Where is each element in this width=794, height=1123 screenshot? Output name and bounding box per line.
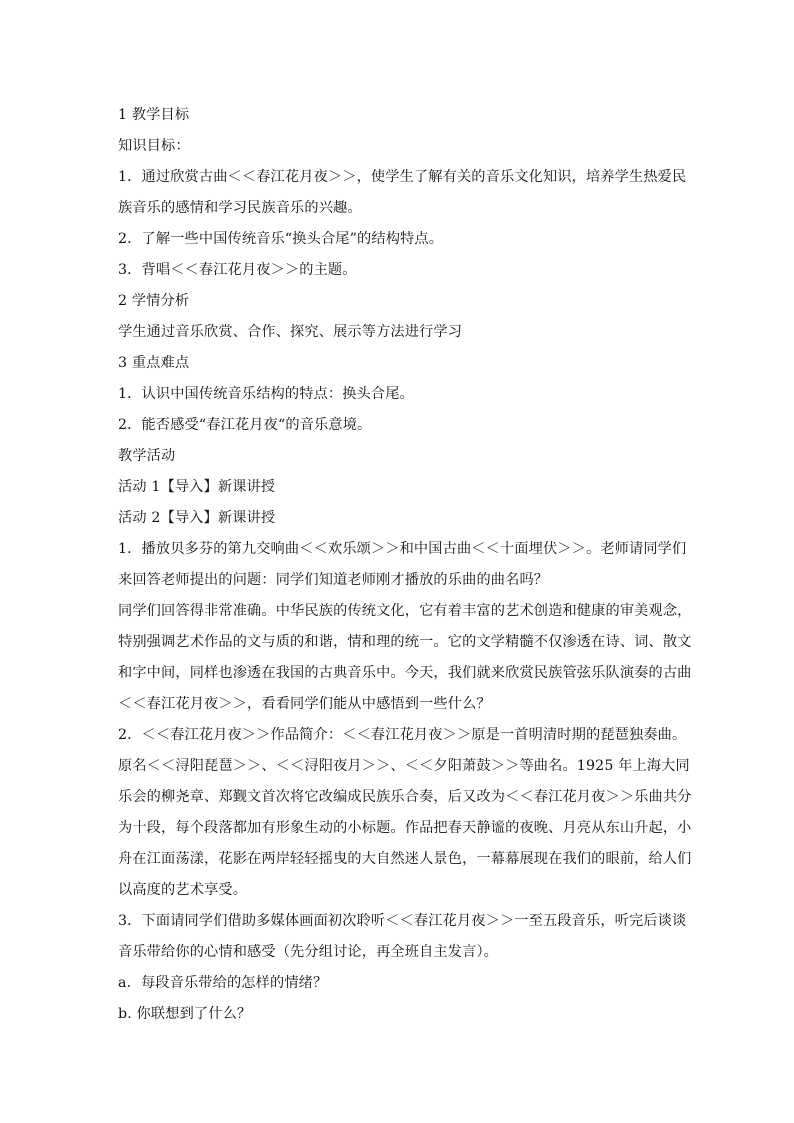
paragraph-3-line-2: 原名＜＜浔阳琵琶＞＞、＜＜浔阳夜月＞＞、＜＜夕阳萧鼓＞＞等曲名。1925 年上海大同 <box>118 758 690 774</box>
analysis-text: 学生通过音乐欣赏、合作、探究、展示等方法进行学习 <box>118 324 463 340</box>
paragraph-2-line-2: 特别强调艺术作品的文与质的和谐，情和理的统一。它的文学精髓不仅渗透在诗、词、散文 <box>118 634 692 650</box>
paragraph-2-line-3: 和字中间，同样也渗透在我国的古典音乐中。今天，我们就来欣赏民族管弦乐队演奏的古曲 <box>118 665 692 681</box>
paragraph-2-line-4: ＜＜春江花月夜＞＞，看看同学们能从中感悟到一些什么？ <box>118 696 491 712</box>
paragraph-1-line-1: 1．播放贝多芬的第九交响曲＜＜欢乐颂＞＞和中国古曲＜＜十面埋伏＞＞。老师请同学们 <box>118 541 687 557</box>
knowledge-goal-label: 知识目标： <box>118 138 190 154</box>
paragraph-3-line-6: 以高度的艺术享受。 <box>118 882 248 898</box>
document-body <box>118 100 692 1030</box>
paragraph-4-line-2: 音乐带给你的心情和感受（先分组讨论，再全班自主发言）。 <box>118 944 499 960</box>
activity-2: 活动 2【导入】新课讲授 <box>118 510 276 526</box>
section-title-objectives: 1 教学目标 <box>118 107 190 123</box>
paragraph-3-line-4: 为十段，每个段落都加有形象生动的小标题。作品把春天静谧的夜晚、月亮从东山升起，小 <box>118 820 692 836</box>
goal-3: 3．背唱＜＜春江花月夜＞＞的主题。 <box>118 262 357 278</box>
goal-1-line-2: 族音乐的感情和学习民族音乐的兴趣。 <box>118 200 362 216</box>
paragraph-3-line-5: 舟在江面荡漾，花影在两岸轻轻摇曳的大自然迷人景色，一幕幕展现在我们的眼前，给人们 <box>118 851 692 867</box>
paragraph-2-line-1: 同学们回答得非常准确。中华民族的传统文化，它有着丰富的艺术创造和健康的审美观念， <box>118 603 692 619</box>
key-point-1: 1．认识中国传统音乐结构的特点：换头合尾。 <box>118 386 414 402</box>
paragraph-4-line-1: 3．下面请同学们借助多媒体画面初次聆听＜＜春江花月夜＞＞一至五段音乐，听完后谈谈 <box>118 913 687 929</box>
activities-title: 教学活动 <box>118 448 176 464</box>
paragraph-1-line-2: 来回答老师提出的问题：同学们知道老师刚才播放的乐曲的曲名吗？ <box>118 572 549 588</box>
key-point-2: 2．能否感受“春江花月夜“的音乐意境。 <box>118 417 372 433</box>
activity-1: 活动 1【导入】新课讲授 <box>118 479 276 495</box>
goal-1-line-1: 1．通过欣赏古曲＜＜春江花月夜＞＞，使学生了解有关的音乐文化知识，培养学生热爱民 <box>118 169 687 185</box>
paragraph-3-line-1: 2．＜＜春江花月夜＞＞作品简介：＜＜春江花月夜＞＞原是一首明清时期的琵琶独奏曲。 <box>118 727 687 743</box>
section-title-analysis: 2 学情分析 <box>118 293 190 309</box>
question-a: a．每段音乐带给的怎样的情绪？ <box>118 975 328 991</box>
section-title-key-points: 3 重点难点 <box>118 355 190 371</box>
paragraph-3-line-3: 乐会的柳尧章、郑觐文首次将它改编成民族乐合奏，后又改为＜＜春江花月夜＞＞乐曲共分 <box>118 789 692 805</box>
goal-2: 2．了解一些中国传统音乐“换头合尾”的结构特点。 <box>118 231 444 247</box>
question-b: b. 你联想到了什么？ <box>118 1006 252 1022</box>
